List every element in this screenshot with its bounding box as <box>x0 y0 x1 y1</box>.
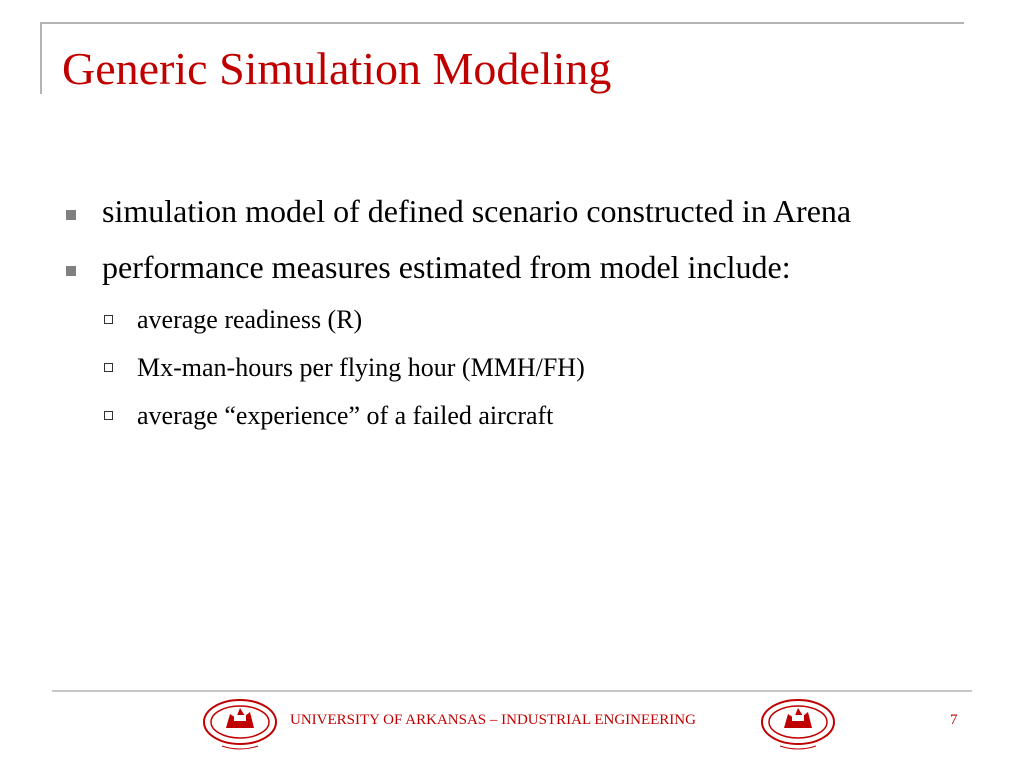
page-number: 7 <box>950 712 958 728</box>
university-seal-icon <box>200 696 280 761</box>
slide-title: Generic Simulation Modeling <box>62 43 612 94</box>
footer-divider <box>52 690 972 692</box>
bullet-item <box>62 190 962 232</box>
bullet-text: simulation model of defined scenario constructed in Arena <box>102 193 852 229</box>
bullet-item <box>62 246 962 288</box>
sub-bullet-item <box>62 302 962 338</box>
hollow-square-bullet-icon <box>104 411 113 420</box>
sub-bullet-item <box>62 398 962 434</box>
square-bullet-icon <box>66 210 76 220</box>
frame-top-line <box>40 22 964 24</box>
slide-content <box>62 190 962 446</box>
hollow-square-bullet-icon <box>104 363 113 372</box>
sub-bullet-text: average readiness (R) <box>137 305 363 334</box>
sub-bullet-text: average “experience” of a failed aircraft <box>137 401 554 430</box>
university-seal-icon <box>758 696 838 761</box>
sub-bullet-item <box>62 350 962 386</box>
square-bullet-icon <box>66 266 76 276</box>
hollow-square-bullet-icon <box>104 315 113 324</box>
bullet-text: performance measures estimated from model include: <box>102 249 791 285</box>
frame-left-line <box>40 22 42 94</box>
sub-bullet-text: Mx-man-hours per flying hour (MMH/FH) <box>137 353 585 382</box>
footer-text: UNIVERSITY OF ARKANSAS – INDUSTRIAL ENGINEERING <box>290 712 696 728</box>
